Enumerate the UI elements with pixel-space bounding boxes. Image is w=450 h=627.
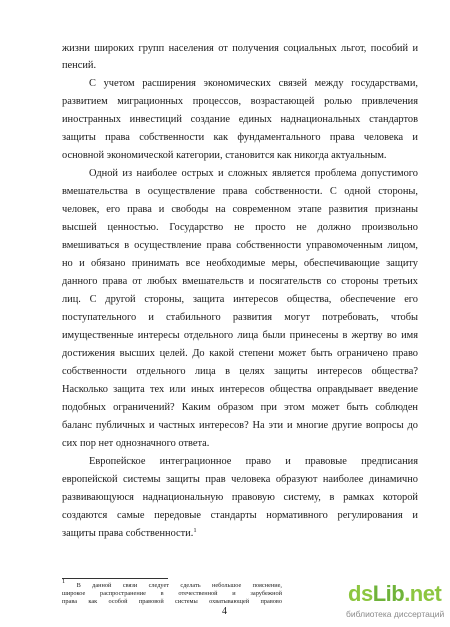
body-line: жизни широких групп населения от получения социальных льгот, пособий и [62,43,418,54]
body-line: сих пор нет однозначного ответа. [62,438,210,449]
body-line: собственности отдельного лица в целях защиты интересов общества? [62,366,418,377]
watermark-tagline: библиотека диссертаций [346,609,445,619]
body-line: создаются самые передовые стандарты нормативного регулирования и [62,510,418,521]
body-line: вмешиваться в осуществление права собственности управомоченным лицом, [62,240,418,251]
body-line: иностранных инвестиций создание единых наднациональных стандартов [62,114,418,125]
body-line: пенсий. [62,60,97,71]
footnote-line [62,578,282,589]
body-line: имущественные интересы отдельного лица были принесены в жертву во имя [62,330,418,341]
body-line-text: защиты права собственности. [62,528,194,539]
body-line: Европейское интеграционное право и правовые предписания [89,456,418,467]
body-line: основной экономической категории, становится как никогда актуальным. [62,150,387,161]
footnote-line: широкое распространение в отечественной и зарубежной [62,590,282,597]
footnote-text: В данной связи следует сделать небольшое пояснение, [76,582,282,589]
body-line: человек, его права и свободы на современном этапе развития признаны [62,204,418,215]
body-line: развитием миграционных процессов, возрастающей ролью привлечения [62,96,418,107]
footnote-divider [62,578,168,579]
body-line: вмешательства в осуществление права собственности. С одной стороны, [62,186,418,197]
body-line [62,528,418,540]
body-line: развивающуюся наднациональную правовую систему, в рамках которой [62,492,418,503]
dslib-watermark[interactable] [346,581,446,623]
body-line: поступательного и стабильного развития могут потребовать, чтобы [62,312,418,323]
dslib-logo [348,581,441,607]
footnote-line: права как особой правовой системы охватывающей правово [62,598,282,605]
logo-prefix: ds [348,581,373,606]
body-line: достижения высших целей. До какой степени может быть ограничено право [62,348,418,359]
body-line: Насколько защита тех или иных интересов общества оправдывает введение [62,384,418,395]
body-line: подобных ограничений? Каким образом при этом может быть соблюден [62,402,418,413]
page-number: 4 [222,606,227,617]
logo-main: Lib [372,581,405,606]
body-line: лиц. С другой стороны, защита интересов общества, обеспечение его [62,294,418,305]
body-line: С учетом расширения экономических связей между государствами, [89,78,418,89]
body-line: защиты права собственности как фундаментального права человека и [62,132,418,143]
footnote-marker: 1 [62,578,66,585]
body-line: Одной из наиболее острых и сложных является проблема допустимого [89,168,418,179]
body-line: но и обязано принимать все необходимые меры, обеспечивающие защиту [62,258,418,269]
footnote-reference[interactable]: 1 [193,527,197,534]
logo-suffix: .net [404,581,442,606]
body-line: высшей ценностью. Государство не просто не должно произвольно [62,222,418,233]
body-line: баланс публичных и частных интересов? На эти и многие другие вопросы до [62,420,418,431]
body-line: данного права от любых вмешательств и посягательств со стороны третьих [62,276,418,287]
body-line: европейской системы защиты прав человека образуют наиболее динамично [62,474,418,485]
